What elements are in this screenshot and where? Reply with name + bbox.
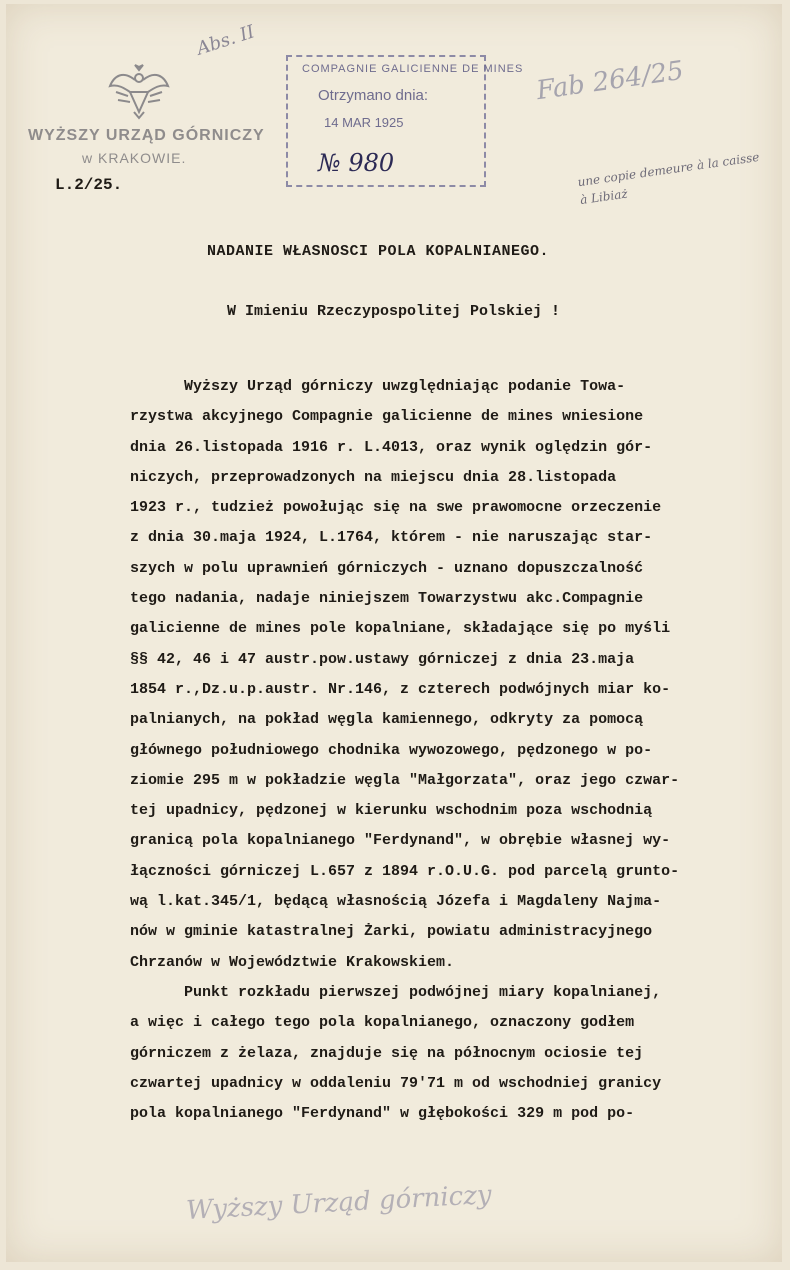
office-city: w KRAKOWIE. (82, 150, 187, 166)
body-line: ziomie 295 m w pokładzie węgla "Małgorzata", oraz jego czwar- (130, 771, 680, 789)
body-text (130, 372, 770, 1129)
body-line: Wyższy Urząd górniczy uwzględniając podanie Towa- (130, 378, 626, 395)
body-line: czwartej upadnicy w oddaleniu 79'71 m od wschodniej granicy (130, 1074, 662, 1092)
body-line: tego nadania, nadaje niniejszem Towarzystwu akc.Compagnie (130, 590, 644, 608)
stamp-company: COMPAGNIE GALICIENNE DE MINES (302, 63, 524, 75)
body-line: szych w polu uprawnień górniczych - uznano dopuszczalność (130, 559, 644, 577)
body-line: rzystwa akcyjnego Compagnie galicienne de mines wniesione (130, 408, 644, 426)
body-line: górniczem z żelaza, znajduje się na północnym ociosie tej (130, 1044, 644, 1062)
body-line: głównego południowego chodnika wywozowego, pędzonego w po- (130, 741, 653, 759)
received-stamp (286, 55, 524, 187)
document-title: NADANIE WŁASNOSCI POLA KOPALNIANEGO. (207, 243, 550, 260)
body-line: granicą pola kopalnianego "Ferdynand", w obrębie własnej wy- (130, 832, 671, 850)
body-line: niczych, przeprowadzonych na miejscu dnia 28.listopada (130, 468, 617, 486)
handwritten-file-number: Fab 264/25 (534, 55, 686, 107)
stamp-number: № 980 (318, 149, 395, 177)
eagle-emblem-icon (108, 62, 170, 120)
body-line: Punkt rozkładu pierwszej podwójnej miary kopalnianej, (130, 983, 662, 1001)
body-line: galicienne de mines pole kopalniane, składające się po myśli (130, 620, 671, 638)
stamp-received-date: 14 MAR 1925 (324, 115, 404, 130)
body-line: Chrzanów w Województwie Krakowskiem. (130, 953, 455, 971)
body-line: pola kopalnianego "Ferdynand" w głębokości 329 m pod po- (130, 1105, 635, 1123)
body-line: wą l.kat.345/1, będącą własnością Józefa i Magdaleny Najma- (130, 893, 662, 911)
faded-signature: Wyższy Urząd górniczy (185, 1180, 493, 1226)
handwritten-copy-note: une copie demeure à la caisse à Libiaż (576, 149, 761, 208)
office-name: WYŻSZY URZĄD GÓRNICZY (28, 127, 265, 144)
body-line: 1854 r.,Dz.u.p.austr. Nr.146, z czterech podwójnych miar ko- (130, 680, 671, 698)
body-line: dnia 26.listopada 1916 r. L.4013, oraz wynik oględzin gór- (130, 438, 653, 456)
body-line: a więc i całego tego pola kopalnianego, oznaczony godłem (130, 1014, 635, 1032)
reference-number: L.2/25. (55, 176, 123, 194)
stamp-received-label: Otrzymano dnia: (318, 87, 429, 104)
body-line: łączności górniczej L.657 z 1894 r.O.U.G. pod parcelą grunto- (130, 862, 680, 880)
body-line: tej upadnicy, pędzonej w kierunku wschodnim poza wschodnią (130, 802, 653, 820)
body-line: 1923 r., tudzież powołując się na swe prawomocne orzeczenie (130, 499, 662, 517)
invocation-line: W Imieniu Rzeczypospolitej Polskiej ! (227, 303, 561, 320)
body-line: palnianych, na pokład węgla kamiennego, odkryty za pomocą (130, 711, 644, 729)
body-line: z dnia 30.maja 1924, L.1764, którem - nie naruszając star- (130, 529, 653, 547)
handwritten-top-mark: Abs. II (194, 21, 258, 60)
body-line: nów w gminie katastralnej Żarki, powiatu administracyjnego (130, 923, 653, 941)
body-line: §§ 42, 46 i 47 austr.pow.ustawy górniczej z dnia 23.maja (130, 650, 635, 668)
